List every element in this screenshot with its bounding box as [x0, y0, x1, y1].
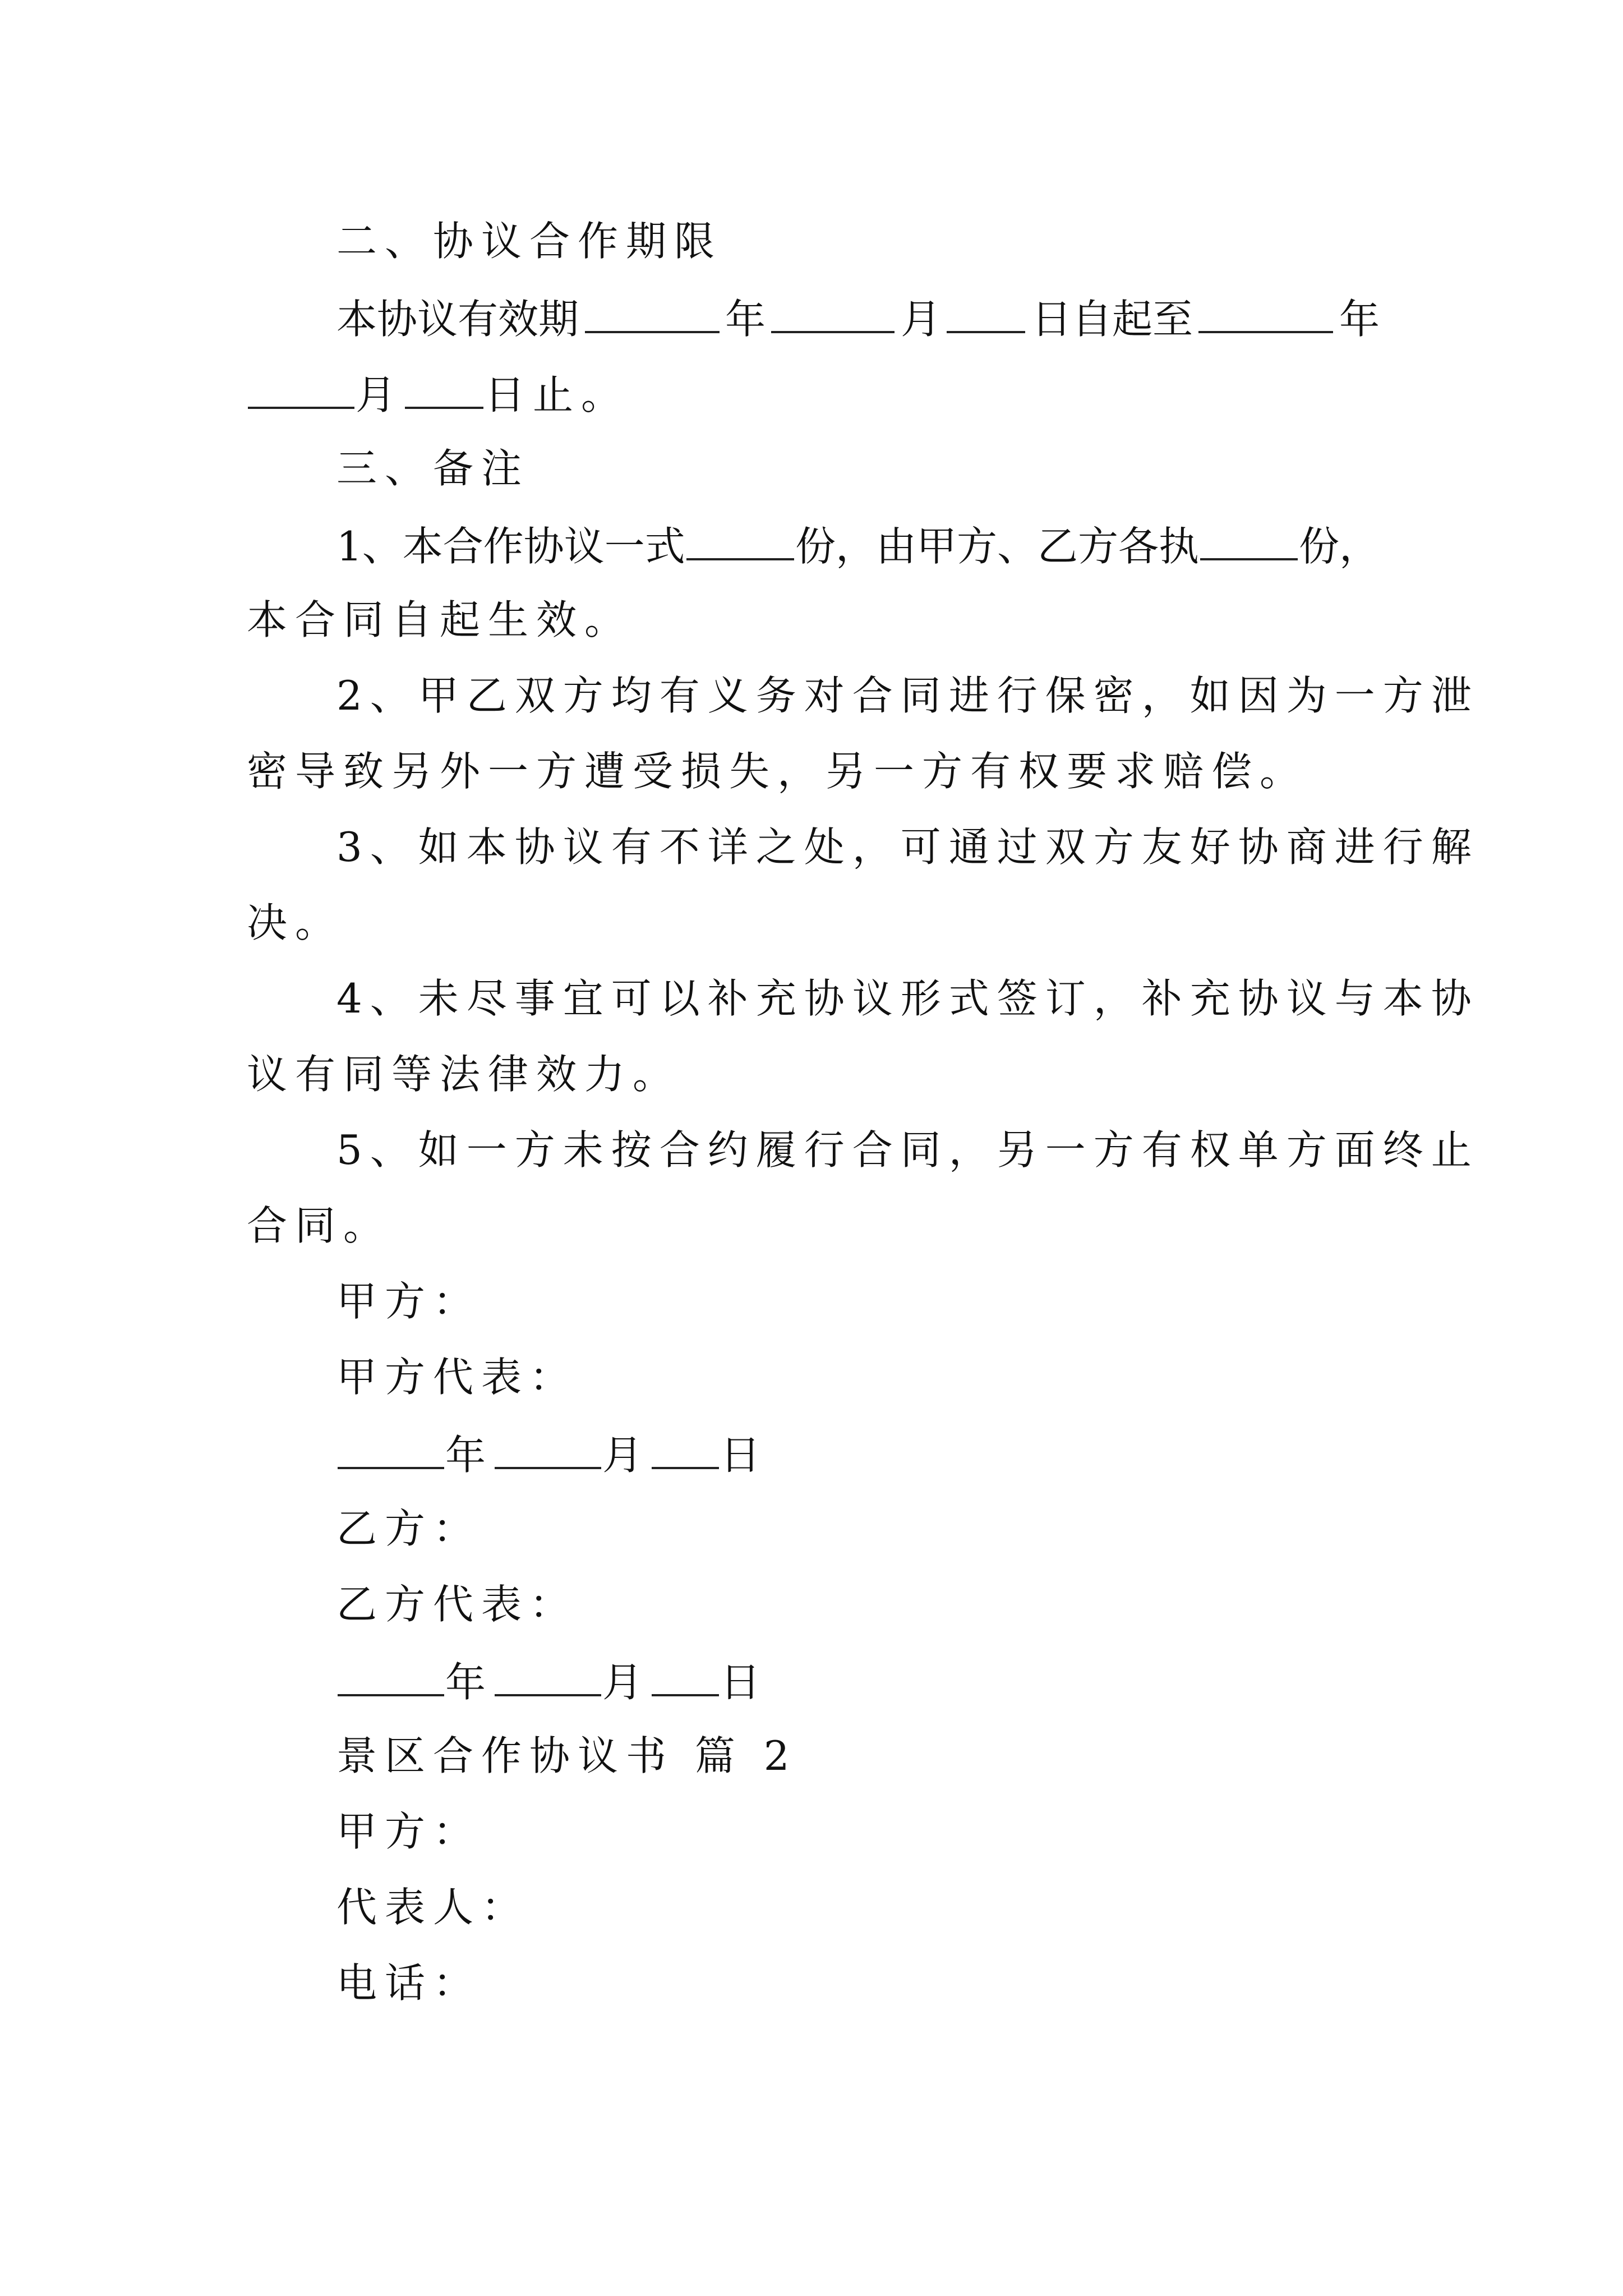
date-b-day: 日 — [720, 1659, 769, 1706]
date-a-month: 月 — [602, 1432, 651, 1479]
validity-line-2 — [247, 367, 1380, 420]
section-3-title: 三、备注 — [336, 445, 530, 492]
party-b-date — [336, 1655, 1380, 1708]
item-1-line-2: 本合同自起生效。 — [247, 596, 633, 643]
item-3-line-2: 决。 — [247, 899, 344, 946]
blank-field — [338, 1655, 444, 1696]
party-a-label: 甲方： — [336, 1278, 482, 1325]
item-2-line-2: 密导致另外一方遭受损失，另一方有权要求赔偿。 — [247, 748, 1308, 795]
validity-year-1: 年 — [725, 296, 766, 343]
item-1-text-c: 份， — [1298, 523, 1380, 570]
article-2-phone-label: 电话： — [336, 1959, 482, 2007]
item-5-line-2: 合同。 — [247, 1202, 392, 1249]
date-a-year: 年 — [445, 1432, 494, 1479]
date-a-day: 日 — [720, 1432, 769, 1479]
item-3-line-1: 3、如本协议有不详之处，可通过双方友好协商进行解 — [336, 823, 1479, 871]
article-2-rep-label: 代表人： — [336, 1884, 530, 1931]
party-b-rep-label: 乙方代表： — [336, 1581, 578, 1628]
section-2-title: 二、协议合作期限 — [336, 218, 723, 265]
blank-field — [652, 1655, 719, 1696]
validity-line-1 — [336, 292, 1380, 344]
blank-field — [686, 519, 794, 560]
date-b-month: 月 — [602, 1659, 651, 1706]
item-4-line-1: 4、未尽事宜可以补充协议形式签订，补充协议与本协 — [336, 975, 1479, 1022]
validity-prefix: 本协议有效期 — [336, 296, 579, 343]
blank-field — [1200, 519, 1298, 560]
party-a-date — [336, 1428, 1380, 1480]
party-a-rep-label: 甲方代表： — [336, 1354, 578, 1401]
validity-month-1: 月 — [900, 296, 941, 343]
blank-field — [495, 1428, 601, 1469]
blank-field — [248, 367, 354, 409]
validity-day-1: 日自起至 — [1031, 296, 1193, 343]
date-b-year: 年 — [445, 1659, 494, 1706]
item-1-line-1 — [336, 519, 1380, 572]
item-1-text-a: 1、本合作协议一式 — [336, 523, 685, 570]
blank-field — [771, 292, 895, 333]
item-2-line-1: 2、甲乙双方均有义务对合同进行保密，如因为一方泄 — [336, 672, 1479, 719]
article-2-title: 景区合作协议书 篇 2 — [336, 1732, 797, 1779]
blank-field — [1198, 292, 1333, 333]
item-4-line-2: 议有同等法律效力。 — [247, 1051, 681, 1098]
blank-field — [338, 1428, 444, 1469]
blank-field — [495, 1655, 601, 1696]
blank-field — [947, 292, 1025, 333]
article-2-party-a-label: 甲方： — [336, 1808, 482, 1855]
blank-field — [405, 367, 483, 409]
blank-field — [652, 1428, 719, 1469]
item-5-line-1: 5、如一方未按合约履行合同，另一方有权单方面终止 — [336, 1126, 1479, 1174]
party-b-label: 乙方： — [336, 1505, 482, 1552]
validity-end: 日止。 — [485, 371, 630, 418]
validity-month-2: 月 — [356, 371, 404, 418]
item-1-text-b: 份，由甲方、乙方各执 — [795, 523, 1200, 570]
validity-year-2: 年 — [1339, 296, 1380, 343]
blank-field — [585, 292, 720, 333]
